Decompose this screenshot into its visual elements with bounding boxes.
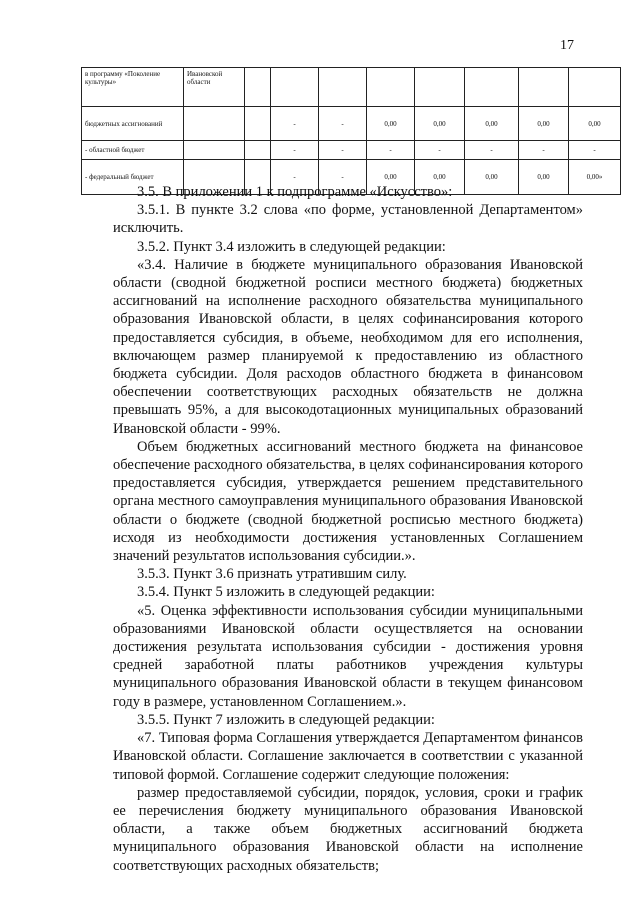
paragraph: «7. Типовая форма Соглашения утверждается Департаментом финансов Ивановской области. Соглашение заключается в соответствии с указанной типовой формой. Соглашение содержит следующие положения: (113, 730, 583, 783)
paragraph: Объем бюджетных ассигнований местного бюджета на финансовое обеспечение расходного обязательства, в целях софинансирования которого предоставляется субсидия, утверждается решением представительного органа местного самоуправления муниципального образования Ивановской области о бюджете (сводной бюджетной росписью местного бюджета) исходя из необходимости достижения установленных Соглашением значений результатов использования субсидии.». (113, 438, 583, 565)
table-cell (415, 68, 465, 107)
table-cell (367, 68, 415, 107)
row-label-cell: - федеральный бюджет (82, 160, 184, 195)
table-cell (465, 68, 519, 107)
table-cell (245, 68, 271, 107)
table-cell: 0,00 (415, 107, 465, 141)
table-cell: - (519, 141, 569, 160)
table-cell: 0,00 (519, 160, 569, 195)
table-cell: - (465, 141, 519, 160)
paragraph: 3.5.3. Пункт 3.6 признать утратившим силу. (137, 566, 407, 583)
table-cell: 0,00» (569, 160, 621, 195)
org-cell (184, 107, 245, 141)
org-cell (184, 141, 245, 160)
paragraph: 3.5.1. В пункте 3.2 слова «по форме, установленной Департаментом» исключить. (113, 202, 583, 237)
table-cell: - (319, 160, 367, 195)
paragraph: размер предоставляемой субсидии, порядок, условия, сроки и график ее перечисления бюджету муниципального образования Ивановской области, а также объем бюджетных ассигнований бюджета муниципального образования Ивановской области на исполнение соответствующих расходных обязательств; (113, 784, 583, 874)
table-cell (519, 68, 569, 107)
table-cell: 0,00 (415, 160, 465, 195)
table-cell (319, 68, 367, 107)
table-cell: - (271, 107, 319, 141)
table-cell (569, 68, 621, 107)
table-cell: 0,00 (465, 160, 519, 195)
paragraph: 3.5. В приложении 1 к подпрограмме «Искусство»: (137, 184, 453, 200)
page-number: 17 (560, 38, 574, 53)
document-body (113, 183, 583, 875)
table-cell (271, 68, 319, 107)
table-cell: - (319, 107, 367, 141)
table-cell: - (367, 141, 415, 160)
org-cell: Ивановской области (184, 68, 245, 107)
table-cell: 0,00 (367, 160, 415, 195)
budget-table (81, 67, 621, 195)
paragraph: 3.5.4. Пункт 5 изложить в следующей редакции: (137, 584, 435, 601)
table-cell: - (415, 141, 465, 160)
table-cell: 0,00 (569, 107, 621, 141)
table-cell (245, 107, 271, 141)
paragraph: «3.4. Наличие в бюджете муниципального образования Ивановской области (сводной бюджетной росписи местного бюджета) бюджетных ассигнований на исполнение расходного обязательства муниципального образования Ивановской области, в целях софинансирования которого предоставляется субсидия, в объеме, необходимом для его исполнения, включающем размер планируемой к предоставлению из областного бюджета субсидии. Доля расходов областного бюджета в финансовом обеспечении соответствующих расходных обязательств не должна превышать 95%, а для высокодотационных муниципальных образований Ивановской области - 99%. (113, 256, 583, 437)
paragraph: 3.5.2. Пункт 3.4 изложить в следующей редакции: (137, 238, 446, 255)
table-cell: 0,00 (519, 107, 569, 141)
row-label-cell: бюджетных ассигнований (82, 107, 184, 141)
table-row (82, 68, 621, 107)
table-cell: - (569, 141, 621, 160)
paragraph: «5. Оценка эффективности использования субсидии муниципальными образованиями Ивановской области осуществляется на основании достижения результата использования субсидии - достижения уровня средней заработной платы работников учреждения культуры муниципального образования Ивановской области в текущем финансовом году в размере, установленном Соглашением.». (113, 602, 583, 710)
table-cell: - (319, 141, 367, 160)
table-cell: - (271, 160, 319, 195)
table-cell: 0,00 (465, 107, 519, 141)
table-cell: - (271, 141, 319, 160)
row-label-cell: - областной бюджет (82, 141, 184, 160)
table-cell: 0,00 (367, 107, 415, 141)
row-label-cell: в программу «Поколение культуры» (82, 68, 184, 107)
table-row (82, 141, 621, 160)
table-cell (245, 141, 271, 160)
table-row (82, 107, 621, 141)
paragraph: 3.5.5. Пункт 7 изложить в следующей редакции: (137, 711, 435, 728)
